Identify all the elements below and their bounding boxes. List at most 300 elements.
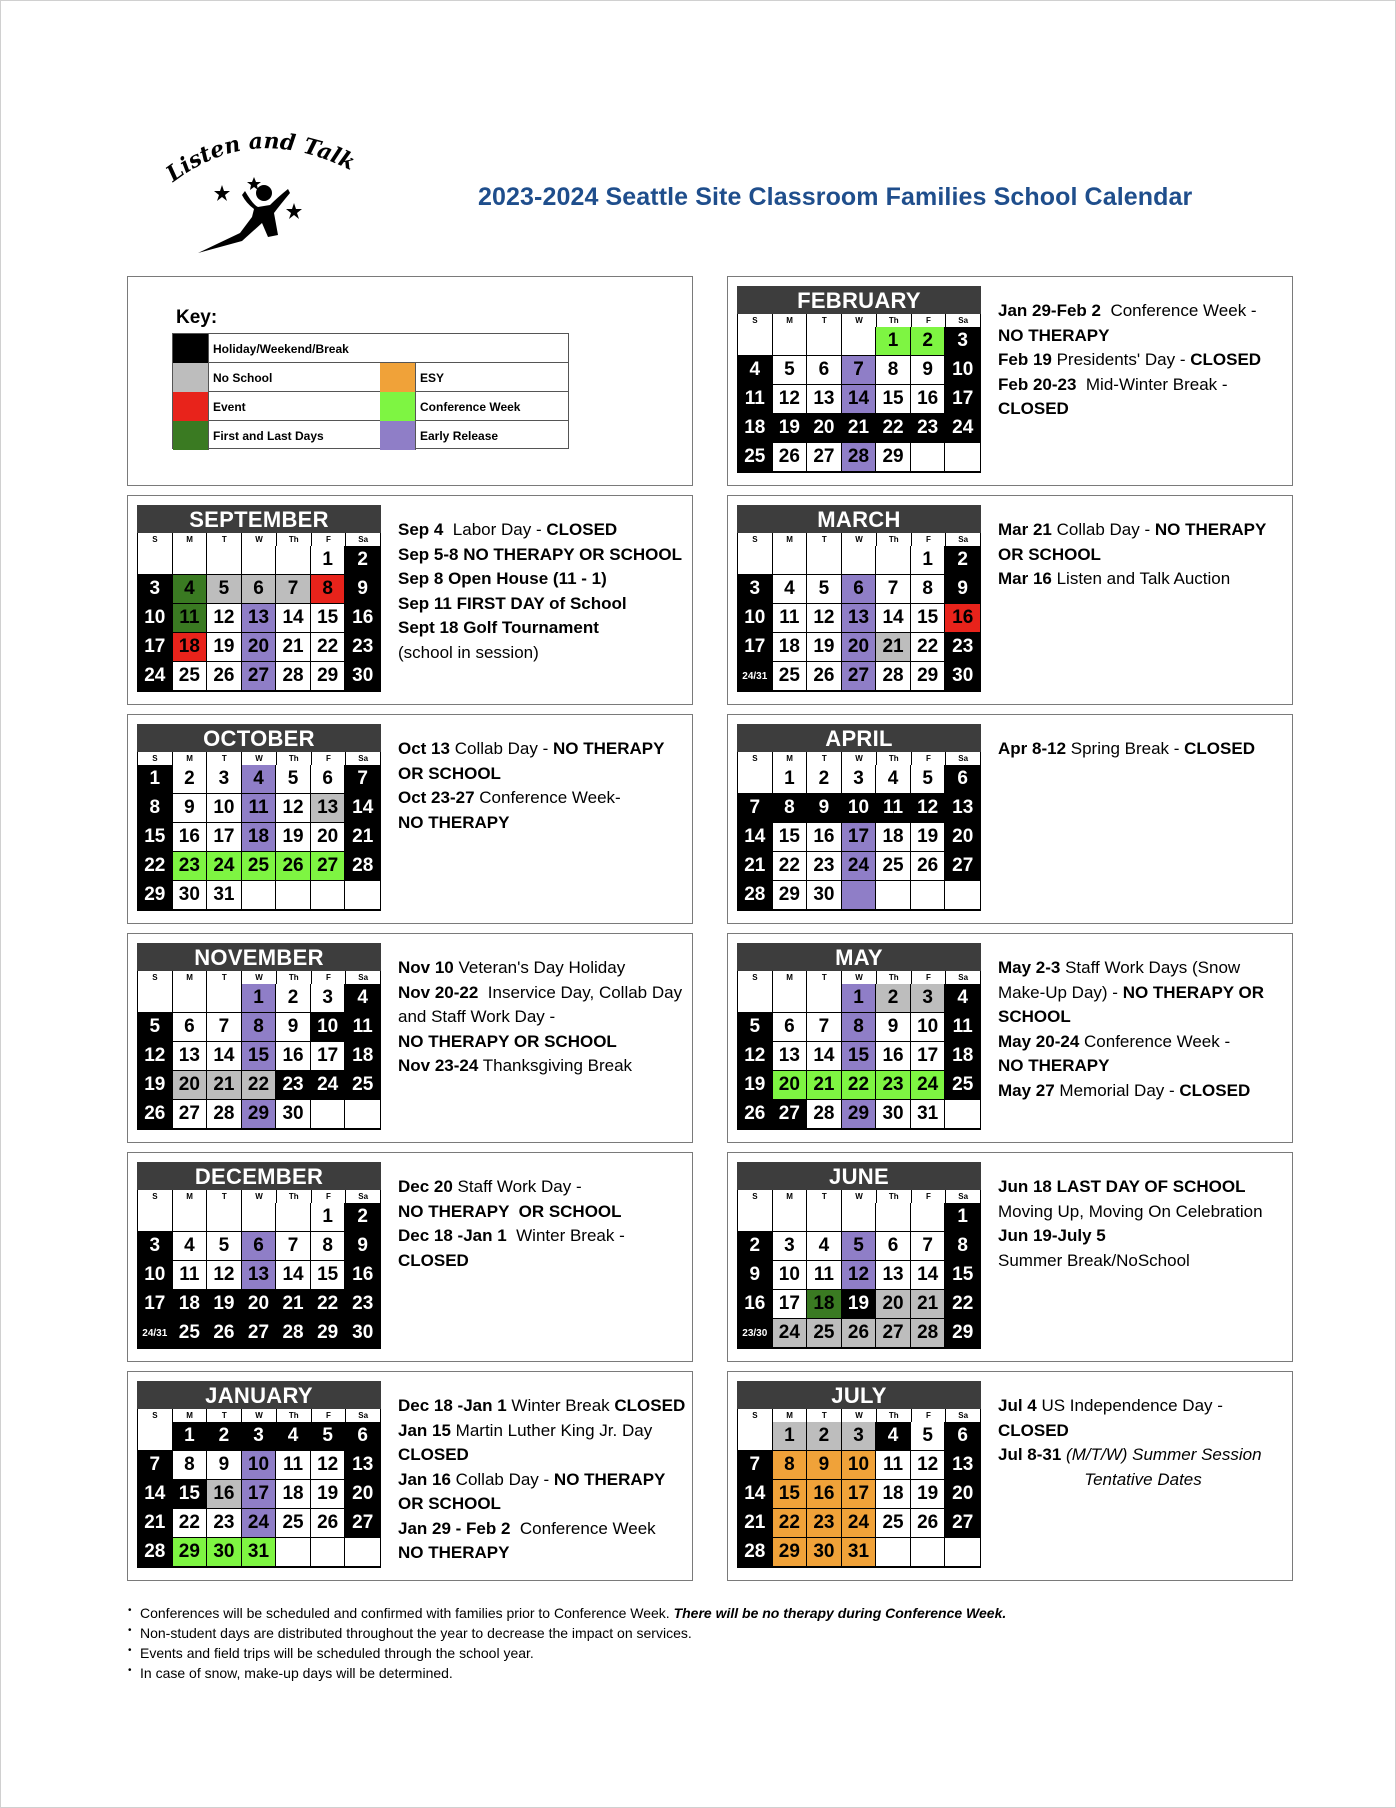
- day-cell: 31: [207, 881, 242, 910]
- weekday-label: Sa: [958, 316, 969, 325]
- day-cell: 18: [738, 414, 773, 443]
- note-text: Conference Week -: [1101, 301, 1257, 320]
- day-cell: [945, 1100, 980, 1129]
- day-cell: [807, 984, 842, 1013]
- day-cell: [173, 546, 208, 575]
- note-line: [998, 1224, 1288, 1249]
- day-cell: 31: [242, 1538, 277, 1567]
- weekday-label: M: [773, 752, 808, 765]
- day-cell: 4: [807, 1232, 842, 1261]
- weekday-label: W: [242, 1190, 277, 1203]
- day-cell: 19: [207, 1290, 242, 1319]
- weekday-label: S: [738, 1409, 773, 1422]
- weekday-header: [137, 1409, 381, 1422]
- calendar-grid: [137, 546, 381, 692]
- day-cell: 17: [842, 1480, 877, 1509]
- weekday-label: S: [138, 971, 173, 984]
- month-name: DECEMBER: [137, 1162, 381, 1190]
- note-text: Collab Day -: [1051, 520, 1155, 539]
- day-cell: [207, 1203, 242, 1232]
- weekday-label: Sa: [358, 1411, 369, 1420]
- day-cell: 30: [876, 1100, 911, 1129]
- day-cell: 19: [738, 1071, 773, 1100]
- note-line: [998, 1419, 1288, 1444]
- note-line: [398, 1394, 688, 1419]
- note-text: Collab Day -: [449, 739, 553, 758]
- note-line: [398, 1054, 688, 1079]
- day-cell: [138, 1422, 173, 1451]
- day-cell: 27: [945, 852, 980, 881]
- day-cell: 24: [773, 1319, 808, 1348]
- note-text: Conference Week: [510, 1518, 656, 1538]
- day-cell: [842, 327, 877, 356]
- weekday-header: [737, 1409, 981, 1422]
- month-notes: [998, 518, 1288, 592]
- note-text: Dec 18 -Jan 1: [398, 1226, 507, 1245]
- day-cell: 3: [842, 765, 877, 794]
- day-cell: 20: [311, 823, 346, 852]
- note-text: Sep 5-8 NO THERAPY OR SCHOOL: [398, 544, 683, 564]
- day-cell: 21: [138, 1509, 173, 1538]
- day-cell: 2: [911, 327, 946, 356]
- day-cell: 23: [911, 414, 946, 443]
- day-cell: 6: [345, 1422, 380, 1451]
- day-cell: 8: [842, 1013, 877, 1042]
- day-cell: 19: [911, 1480, 946, 1509]
- day-cell: 26: [807, 662, 842, 691]
- note-text: CLOSED: [1190, 350, 1262, 369]
- day-cell: 21: [738, 1509, 773, 1538]
- day-cell: 16: [276, 1042, 311, 1071]
- day-cell: 21: [738, 852, 773, 881]
- month-notes: [398, 737, 688, 835]
- day-cell: 17: [138, 633, 173, 662]
- key-table: [172, 333, 569, 449]
- weekday-label: T: [807, 1190, 842, 1203]
- note-text: Winter Break: [506, 1396, 615, 1415]
- day-cell: 31: [911, 1100, 946, 1129]
- note-line: [998, 397, 1288, 422]
- note-text: Jul 8-31: [998, 1445, 1062, 1464]
- day-cell: [138, 984, 173, 1013]
- day-cell: [773, 546, 808, 575]
- page-title: 2023-2024 Seattle Site Classroom Families School Calendar: [478, 183, 1193, 211]
- day-cell: [207, 546, 242, 575]
- weekday-header: [737, 1190, 981, 1203]
- day-cell: 17: [911, 1042, 946, 1071]
- note-line: [398, 567, 688, 592]
- note-text: Jun 18 LAST DAY OF SCHOOL: [998, 1177, 1246, 1196]
- day-cell: 26: [911, 852, 946, 881]
- day-cell: 7: [276, 575, 311, 604]
- weekday-label: T: [807, 533, 842, 546]
- day-cell: [738, 327, 773, 356]
- note-text: May 20-24: [998, 1031, 1080, 1051]
- month-notes: [398, 1175, 688, 1273]
- note-line: [398, 543, 688, 568]
- day-cell: 17: [311, 1042, 346, 1071]
- weekday-label: Th: [877, 533, 912, 546]
- day-cell: 20: [773, 1071, 808, 1100]
- weekday-label: Sa: [958, 754, 969, 763]
- weekday-label: T: [807, 971, 842, 984]
- day-cell: 29: [311, 1319, 346, 1348]
- day-cell: 8: [876, 356, 911, 385]
- day-cell: 7: [738, 1451, 773, 1480]
- note-line: [398, 1175, 688, 1200]
- day-cell: 1: [173, 1422, 208, 1451]
- day-cell: 22: [876, 414, 911, 443]
- day-cell: 8: [242, 1013, 277, 1042]
- day-cell: [807, 546, 842, 575]
- day-cell: 18: [876, 1480, 911, 1509]
- day-cell: 16: [876, 1042, 911, 1071]
- day-cell: 17: [242, 1480, 277, 1509]
- day-cell: 28: [738, 1538, 773, 1567]
- day-cell: 13: [345, 1451, 380, 1480]
- weekday-label: Sa: [358, 535, 369, 544]
- day-cell: 12: [311, 1451, 346, 1480]
- day-cell: 24/31: [738, 662, 773, 691]
- day-cell: 25: [276, 1509, 311, 1538]
- weekday-label: S: [138, 1190, 173, 1203]
- weekday-label: S: [738, 971, 773, 984]
- footnotes: [128, 1603, 1006, 1683]
- note-text: Conference Week -: [1079, 1031, 1231, 1051]
- weekday-label: Sa: [958, 1411, 969, 1420]
- day-cell: 15: [138, 823, 173, 852]
- day-cell: [876, 546, 911, 575]
- day-cell: 14: [842, 385, 877, 414]
- day-cell: 25: [945, 1071, 980, 1100]
- day-cell: 30: [945, 662, 980, 691]
- day-cell: 30: [345, 662, 380, 691]
- weekday-label: M: [773, 1190, 808, 1203]
- day-cell: 10: [773, 1261, 808, 1290]
- weekday-label: S: [738, 1190, 773, 1203]
- day-cell: 20: [842, 633, 877, 662]
- day-cell: [311, 1538, 346, 1567]
- day-cell: 9: [173, 794, 208, 823]
- day-cell: 8: [911, 575, 946, 604]
- calendar-grid: [737, 1203, 981, 1349]
- day-cell: 10: [945, 356, 980, 385]
- note-line: [398, 1443, 688, 1468]
- month-panel-march: [727, 495, 1293, 705]
- day-cell: 19: [911, 823, 946, 852]
- day-cell: 29: [138, 881, 173, 910]
- day-cell: 27: [345, 1509, 380, 1538]
- weekday-label: W: [842, 1409, 877, 1422]
- calendar-grid: [137, 1203, 381, 1349]
- day-cell: 22: [842, 1071, 877, 1100]
- weekday-label: W: [242, 1409, 277, 1422]
- day-cell: 24: [842, 852, 877, 881]
- note-line: [998, 1030, 1288, 1055]
- day-cell: 27: [173, 1100, 208, 1129]
- day-cell: [738, 984, 773, 1013]
- note-text: CLOSED: [398, 1250, 469, 1270]
- note-text: Jan 29 - Feb 2: [398, 1518, 511, 1538]
- day-cell: 26: [842, 1319, 877, 1348]
- day-cell: [207, 984, 242, 1013]
- month-name: MAY: [737, 943, 981, 971]
- weekday-label: F: [912, 752, 947, 765]
- day-cell: 16: [807, 823, 842, 852]
- day-cell: [876, 881, 911, 910]
- day-cell: 25: [876, 1509, 911, 1538]
- day-cell: 26: [276, 852, 311, 881]
- day-cell: 18: [173, 1290, 208, 1319]
- day-cell: 10: [738, 604, 773, 633]
- day-cell: 10: [242, 1451, 277, 1480]
- note-line: [998, 1079, 1288, 1104]
- weekday-label: W: [242, 971, 277, 984]
- day-cell: 11: [876, 794, 911, 823]
- day-cell: 19: [276, 823, 311, 852]
- day-cell: 22: [173, 1509, 208, 1538]
- day-cell: 10: [138, 1261, 173, 1290]
- day-cell: 7: [876, 575, 911, 604]
- month-notes: [998, 737, 1288, 762]
- day-cell: 12: [138, 1042, 173, 1071]
- weekday-header: [737, 752, 981, 765]
- day-cell: 20: [945, 823, 980, 852]
- note-line: [398, 1249, 688, 1274]
- day-cell: 28: [138, 1538, 173, 1567]
- weekday-label: M: [173, 971, 208, 984]
- note-text: Staff Work Day -: [452, 1177, 582, 1196]
- day-cell: 1: [773, 1422, 808, 1451]
- calendar-grid: [137, 984, 381, 1130]
- day-cell: 12: [911, 1451, 946, 1480]
- day-cell: 21: [276, 633, 311, 662]
- day-cell: 20: [242, 633, 277, 662]
- note-text: Veteran's Day Holiday: [453, 958, 626, 977]
- month-panel-october: [127, 714, 693, 924]
- day-cell: [242, 546, 277, 575]
- footnote: • Non-student days are distributed throughout the year to decrease the impact on services.: [128, 1623, 1006, 1643]
- weekday-header: [137, 971, 381, 984]
- day-cell: 25: [876, 852, 911, 881]
- day-cell: 15: [773, 1480, 808, 1509]
- day-cell: 9: [207, 1451, 242, 1480]
- day-cell: 7: [842, 356, 877, 385]
- weekday-label: S: [138, 533, 173, 546]
- key-panel: [127, 276, 693, 486]
- weekday-label: F: [312, 1190, 347, 1203]
- note-text: Jan 16: [398, 1469, 451, 1489]
- note-text: (school in session): [398, 642, 539, 662]
- weekday-header: [137, 1190, 381, 1203]
- day-cell: 2: [345, 1203, 380, 1232]
- day-cell: 2: [345, 546, 380, 575]
- day-cell: 23: [345, 1290, 380, 1319]
- day-cell: 3: [911, 984, 946, 1013]
- day-cell: 4: [276, 1422, 311, 1451]
- day-cell: [773, 984, 808, 1013]
- day-cell: 4: [345, 984, 380, 1013]
- day-cell: 18: [345, 1042, 380, 1071]
- day-cell: 15: [311, 1261, 346, 1290]
- month-name: FEBRUARY: [737, 286, 981, 314]
- day-cell: [276, 546, 311, 575]
- day-cell: 10: [842, 1451, 877, 1480]
- day-cell: 15: [911, 604, 946, 633]
- day-cell: 28: [207, 1100, 242, 1129]
- weekday-label: F: [912, 533, 947, 546]
- month-panel-june: [727, 1152, 1293, 1362]
- day-cell: 22: [945, 1290, 980, 1319]
- key-item-esy: ESY: [380, 363, 444, 392]
- day-cell: 20: [242, 1290, 277, 1319]
- weekday-label: T: [207, 1190, 242, 1203]
- note-text: (M/T/W) Summer Session: [1061, 1445, 1262, 1464]
- weekday-label: W: [242, 752, 277, 765]
- day-cell: 21: [207, 1071, 242, 1100]
- day-cell: 14: [276, 604, 311, 633]
- day-cell: 4: [173, 1232, 208, 1261]
- weekday-label: W: [842, 752, 877, 765]
- note-text: Sept 18 Golf Tournament: [398, 618, 599, 637]
- day-cell: 19: [311, 1480, 346, 1509]
- day-cell: 5: [276, 765, 311, 794]
- day-cell: 27: [773, 1100, 808, 1129]
- day-cell: 24/31: [138, 1319, 173, 1348]
- note-text: Memorial Day -: [1054, 1080, 1180, 1100]
- day-cell: 14: [276, 1261, 311, 1290]
- weekday-label: T: [207, 1409, 242, 1422]
- weekday-label: F: [312, 1409, 347, 1422]
- listen-and-talk-logo: [150, 125, 370, 265]
- day-cell: 5: [842, 1232, 877, 1261]
- day-cell: 21: [345, 823, 380, 852]
- day-cell: 10: [911, 1013, 946, 1042]
- day-cell: 10: [842, 794, 877, 823]
- day-cell: 28: [842, 443, 877, 472]
- weekday-label: S: [738, 314, 773, 327]
- day-cell: 28: [738, 881, 773, 910]
- day-cell: 15: [876, 385, 911, 414]
- day-cell: 4: [173, 575, 208, 604]
- day-cell: 2: [876, 984, 911, 1013]
- month-panel-january: [127, 1371, 693, 1581]
- calendar-grid: [737, 546, 981, 692]
- note-text: Feb 19: [998, 350, 1052, 369]
- day-cell: 3: [738, 575, 773, 604]
- day-cell: 2: [276, 984, 311, 1013]
- day-cell: 8: [311, 575, 346, 604]
- note-text: Spring Break -: [1066, 739, 1185, 758]
- key-item-event: Event: [173, 392, 246, 421]
- day-cell: [242, 1203, 277, 1232]
- day-cell: 21: [876, 633, 911, 662]
- month-name: JANUARY: [137, 1381, 381, 1409]
- day-cell: 16: [173, 823, 208, 852]
- calendar-grid: [737, 984, 981, 1130]
- svg-text:Listen and Talk: Listen and Talk: [161, 128, 360, 188]
- month-name: MARCH: [737, 505, 981, 533]
- month-panel-november: [127, 933, 693, 1143]
- note-text: Labor Day -: [443, 520, 547, 539]
- day-cell: 29: [876, 443, 911, 472]
- day-cell: 1: [911, 546, 946, 575]
- day-cell: [738, 546, 773, 575]
- day-cell: 26: [311, 1509, 346, 1538]
- day-cell: [842, 881, 877, 910]
- note-line: [398, 1419, 688, 1444]
- day-cell: 22: [138, 852, 173, 881]
- day-cell: 15: [311, 604, 346, 633]
- note-text: CLOSED: [1179, 1080, 1251, 1100]
- day-cell: 29: [773, 1538, 808, 1567]
- note-text: Apr 8-12: [998, 739, 1067, 758]
- month-notes: [398, 1394, 688, 1566]
- day-cell: 17: [842, 823, 877, 852]
- note-line: [998, 1468, 1288, 1493]
- day-cell: 18: [945, 1042, 980, 1071]
- day-cell: 29: [242, 1100, 277, 1129]
- day-cell: 4: [773, 575, 808, 604]
- day-cell: [138, 1203, 173, 1232]
- day-cell: 5: [207, 1232, 242, 1261]
- note-line: [398, 786, 688, 811]
- day-cell: 16: [911, 385, 946, 414]
- day-cell: [173, 1203, 208, 1232]
- day-cell: [345, 1100, 380, 1129]
- day-cell: 27: [876, 1319, 911, 1348]
- day-cell: [807, 327, 842, 356]
- weekday-label: Sa: [358, 973, 369, 982]
- month-name: OCTOBER: [137, 724, 381, 752]
- day-cell: 4: [945, 984, 980, 1013]
- footnote: • In case of snow, make-up days will be determined.: [128, 1663, 1006, 1683]
- day-cell: 28: [345, 852, 380, 881]
- day-cell: 24: [138, 662, 173, 691]
- weekday-label: Sa: [358, 754, 369, 763]
- day-cell: [911, 1203, 946, 1232]
- weekday-label: F: [312, 752, 347, 765]
- weekday-label: F: [912, 1409, 947, 1422]
- weekday-label: M: [773, 1409, 808, 1422]
- day-cell: 18: [242, 823, 277, 852]
- day-cell: 11: [738, 385, 773, 414]
- day-cell: 6: [945, 765, 980, 794]
- day-cell: 26: [773, 443, 808, 472]
- weekday-label: Th: [277, 752, 312, 765]
- note-text: NO THERAPY OR SCHOOL: [398, 1031, 617, 1051]
- note-text: Winter Break -: [506, 1226, 625, 1245]
- weekday-label: F: [912, 1190, 947, 1203]
- note-text: Oct 23-27: [398, 788, 475, 807]
- day-cell: 9: [345, 575, 380, 604]
- month-name: JUNE: [737, 1162, 981, 1190]
- note-line: [998, 1394, 1288, 1419]
- day-cell: 10: [311, 1013, 346, 1042]
- weekday-label: S: [138, 752, 173, 765]
- note-text: US Independence Day -: [1036, 1396, 1223, 1415]
- day-cell: [945, 881, 980, 910]
- day-cell: [738, 1422, 773, 1451]
- day-cell: 1: [842, 984, 877, 1013]
- day-cell: [876, 1538, 911, 1567]
- day-cell: 16: [807, 1480, 842, 1509]
- day-cell: 6: [311, 765, 346, 794]
- day-cell: 26: [138, 1100, 173, 1129]
- day-cell: 11: [242, 794, 277, 823]
- note-text: Nov 10: [398, 958, 454, 977]
- calendar-grid: [737, 765, 981, 911]
